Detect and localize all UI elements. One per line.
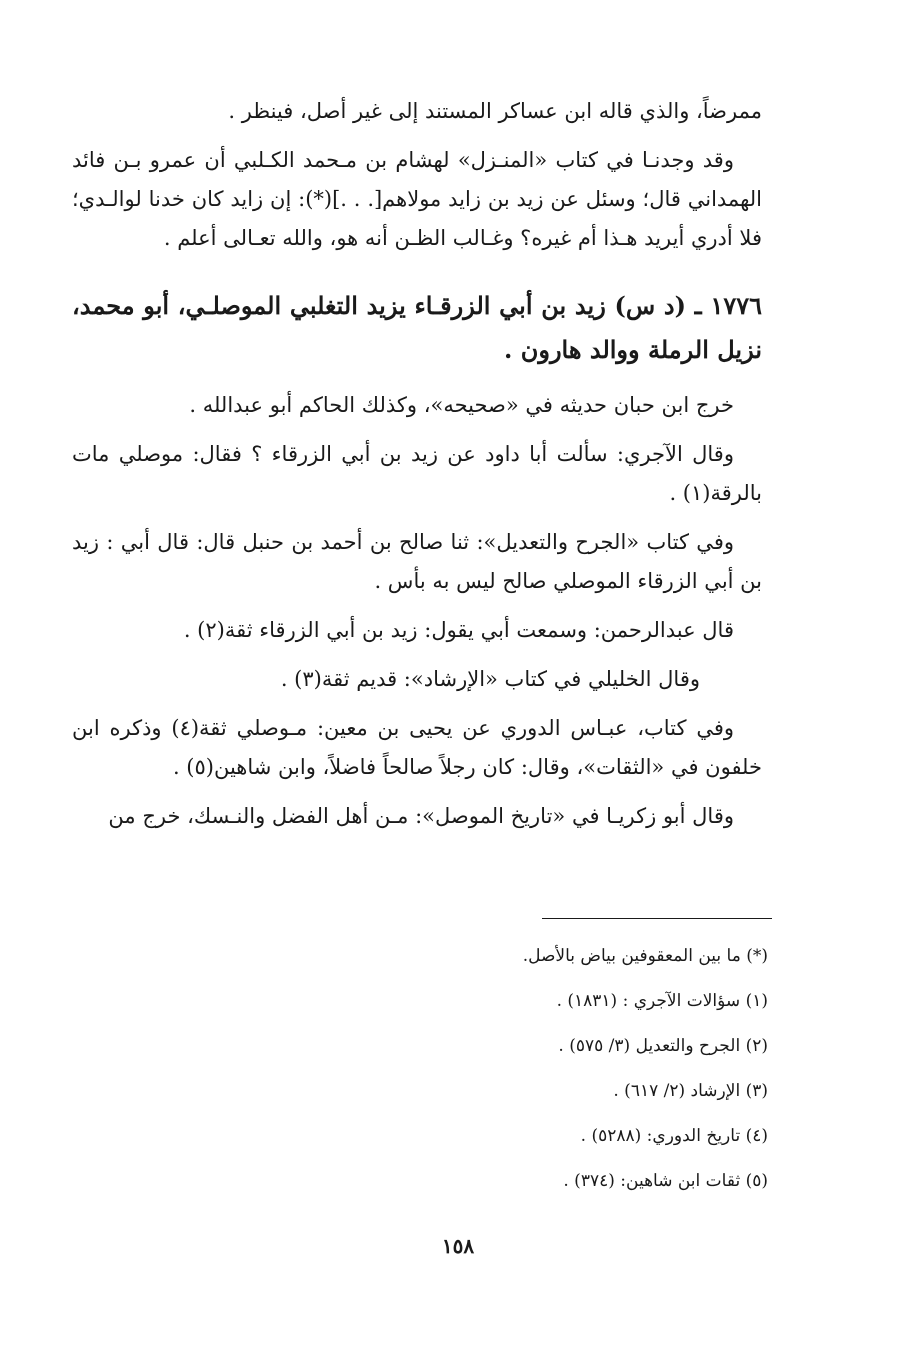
main-text bbox=[72, 92, 762, 836]
footnote-4: (٤) تاريخ الدوري: (٥٢٨٨) . bbox=[580, 1126, 768, 1146]
paragraph-ibn-hibban: خرج ابن حبان حديثه في «صحيحه»، وكذلك الحاكم أبو عبدالله . bbox=[189, 393, 734, 417]
entry-heading-1776: ١٧٧٦ ـ (د س) زيد بن أبي الزرقـاء يزيد التغلبي الموصلـي، أبو محمد، نزيل الرملة ووالد هارون . bbox=[72, 291, 762, 364]
footnote-star: (*) ما بين المعقوفين بياض بالأصل. bbox=[522, 946, 768, 966]
footnote-divider bbox=[542, 918, 772, 919]
paragraph-ajurri: وقال الآجري: سألت أبا داود عن زيد بن أبي الزرقاء ؟ فقال: موصلي مات بالرقة(١) . bbox=[72, 442, 762, 505]
paragraph-continuation: ممرضاً، والذي قاله ابن عساكر المستند إلى غير أصل، فينظر . bbox=[228, 99, 762, 123]
footnote-5: (٥) ثقات ابن شاهين: (٣٧٤) . bbox=[563, 1171, 768, 1191]
paragraph-khalili: وقال الخليلي في كتاب «الإرشاد»: قديم ثقة(٣) . bbox=[280, 667, 700, 691]
footnote-1: (١) سؤالات الآجري : (١٨٣١) . bbox=[556, 991, 768, 1011]
footnote-3: (٣) الإرشاد (٢/ ٦١٧) . bbox=[613, 1081, 768, 1101]
page-number: ١٥٨ bbox=[441, 1234, 475, 1258]
paragraph-duri: وفي كتاب، عبـاس الدوري عن يحيى بن معين: مـوصلي ثقة(٤) وذكره ابن خلفون في «الثقات»، وقال: كان رجلاً صالحاً فاضلاً، وابن شاهين(٥) . bbox=[72, 716, 762, 779]
footnote-2: (٢) الجرح والتعديل (٣/ ٥٧٥) . bbox=[558, 1036, 768, 1056]
paragraph-abu-zakariya: وقال أبو زكريـا في «تاريخ الموصل»: مـن أهل الفضل والنـسك، خرج من bbox=[108, 804, 734, 828]
paragraph-manzil-quote: وقد وجدنـا في كتاب «المنـزل» لهشام بن مـحمد الكـلبي أن عمرو بـن فائد الهمداني قال؛ وسئل عن زيد بن زايد مولاهم[. . .](*): إن زايد كان خدنا لوالـدي؛ فلا أدري أيريد هـذا أم غيره؟ وغـالب الظـن أنه هو، والله تعـالى أعلم . bbox=[72, 148, 762, 250]
paragraph-jarh-tadil: وفي كتاب «الجرح والتعديل»: ثنا صالح بن أحمد بن حنبل قال: قال أبي : زيد بن أبي الزرقاء الموصلي صالح ليس به بأس . bbox=[72, 530, 762, 593]
footnotes bbox=[200, 934, 768, 1204]
paragraph-abdulrahman: قال عبدالرحمن: وسمعت أبي يقول: زيد بن أبي الزرقاء ثقة(٢) . bbox=[183, 618, 734, 642]
